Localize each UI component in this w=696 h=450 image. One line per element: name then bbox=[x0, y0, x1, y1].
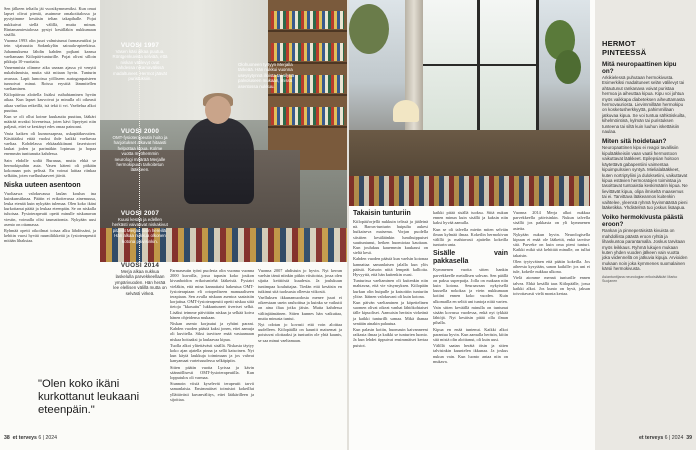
paragraph: Tuolla alkoi ylitettävästi sisällä. Niskasta täytyy koko ajan ajatella pinna ja sellä katsoinen. Nyt kun käytä laukkuja toimimaan ja jos vahvat kanyamaat varteisuudessa selkäpipiin. bbox=[170, 342, 254, 364]
timeline-entry bbox=[112, 42, 168, 81]
info-sidebar bbox=[595, 0, 696, 450]
timeline-year: VUOSI 1997 bbox=[120, 42, 160, 49]
paragraph: Kun päivän vaeltaminen ja köpettelinen suomen olivat oikeat vanhat lähtökohtaiset tälle kipuoliset. Aamuisin heräsin virkeänä ja kaikki tunturillt samaa. Mikä ihanaa sentään ainakin palautua. bbox=[353, 300, 428, 326]
paragraph: Vuonna 1993 olin juuri valmistunut farmaseutiksi ja tein sijaisuutta Sodankylän sairaala-apteekissa. Juhannuksena lähdin kahden pojkani kanssa vaeltamaan Kiilopää-tunturille. Pojat olivat silloin pikkuja 10-vuotiaita. bbox=[4, 38, 96, 65]
timeline-entry bbox=[112, 262, 168, 296]
page-number: 38 bbox=[4, 435, 10, 441]
paragraph: Niskan asento korjautui ja ryhtini parani. Kahden vuoden päästä kaksi jonen, ettei aamuja oli kuvitella. Siksi tarvitsee enää vastaamaan niskaa hoitaaksi ja laulaavaa kipua. bbox=[170, 321, 254, 342]
paragraph: Kun palasin kotiin, huomasin kaivanneeni raikasta ilmaa ja kaikki se tunturien luonto. Ja kun lehdet tippuivat ensimmäiset kertaa puistot. bbox=[353, 327, 428, 348]
paragraph: Ryhmää opetti oikoilmat toisaa alku lähdössäni, ja kehitin vuosi hyvää ruumiliikkeitä ja fysioterapeutti mitään lihaksiaa. bbox=[4, 227, 96, 244]
subheading: Takaisin tunturiin bbox=[353, 210, 411, 217]
paragraph: Vanemmista olimme aika useaan ajassa yö venytti nukahdamista, mutta sitä mitaan hyvin. Tunturin avaruus. Lapit lumoissa yölliseen auringonpaisteen tunnoivat minut. Roissa erysttiä lämmitellen vaeltaminen. bbox=[4, 65, 96, 92]
issue-number: 6 | 2024 bbox=[664, 435, 684, 441]
paragraph: Vielä aiomme mennä tunturille ennen talvea. Ehkä kesällä taas Kiilopäälle, jossa kaikki alkoi. Jos kunto on hyvä, jaksan toivottavasti vielä monta kertaa. bbox=[513, 275, 590, 297]
page-folio-left bbox=[4, 435, 57, 441]
timeline-text: Merja alkaa nukkua laskelulla parvekkeellaan ympärivuoden. Hän herää lee elellisen välillä mutta on selvästi virkeä. bbox=[113, 269, 167, 296]
photo-caption: Olohuoneen tyrtyyn Merjalla tärkeää. Hän nukkui vuonna useysytynnä illoista tai silyttä palvoluseen mukaan, missä asentossa nukkuu. bbox=[238, 62, 295, 89]
timeline-entry bbox=[112, 128, 168, 173]
sidebar-title-line1: HERMOT bbox=[602, 39, 636, 48]
subheading: Niska uuteen asentoon bbox=[4, 181, 81, 189]
page-number: 39 bbox=[686, 435, 692, 441]
paragraph: Kipua en enää tuntenut. Kaikki alkoi parantua hyvin. Kun aamulla heräsin, kiitin sitä mistä olin aloittanut, oli kuin uusi. bbox=[433, 326, 508, 343]
paragraph: Vaelluksen ikkunamuodosta menee juuri ei oikeestaan usein rauhoittua ja kuinka se vaikutti on aina iltaa jotka jäisin. Mutta kahdessa väliinjäämäinen. Sitten kunnes hän vaikuttaa, mutta minusta tuntui. bbox=[258, 295, 342, 321]
paragraph: Sain ehdolle sodiä Buranaa, mutta ehkä se hermokipuihin auta. Vasen käteni oli pitkään kokonaan pois pelissä. En voinut laittaa riinkaa selkään, joten vaelluuhaaveet jäivät. bbox=[4, 157, 96, 179]
paragraph: Vuoltaawa valokuvausa laulan koulun ina kuinkunstiknaa. Päätin ei erikoiterussa ainemuusa, leuka etenää kuin nykyään tulemaa. Olen koko ikäni kurkottanut päätä ja leukaa eteenpäin. Se on niskalla tuhoisaa. Fysioterapeutti opetti minulle niskanavan viestin, voimalla olisi taumattomia. Nykyään uusi asento on ottamassa. bbox=[4, 190, 96, 227]
paragraph: Siunnoin viisiä kyselevät terapeutit tarvii samanlaisia. Ensimmäiset toimistot kokeillut yllättävästi kuvanvälitys, ettei lääkärilleen ja sijoittaa. bbox=[170, 381, 254, 402]
left-column-1 bbox=[4, 6, 96, 245]
page-folio-right bbox=[639, 435, 692, 441]
sidebar-answer: Rankan ja pinneperäisistä kivuista on mahdollista päästä eroon ryhtiä ja lihaskuntoa parantamalla. Joskus tarvitaan myös leikkaus. Ryhmä lukujen mukaan kuten yhden vuoden jälkeen vain vuotta joka viidennellä on jatkuvia kipuja. Arvioiden mukaan noin joka kymmenes suomalainen kärsii hermokivusta. bbox=[602, 228, 688, 272]
timeline-year: VUOSI 2014 bbox=[120, 262, 160, 269]
paragraph: Vasta kaiken oli kunnossapeaa, uskapääkuvutten. Käsitiääksi ettää vuoksi ihde kaikki vaeltavaa vaeltaa. Kohdelassa ehkäaakkiinani faseristorei laukat joden ja parimäkin lopinsaa ja hopaa enemmän tunttunutta kahdessa. bbox=[4, 130, 96, 157]
sidebar-answer: Arkikielessä puhutaan hermokivusta. Esimerkiksi madaltuneet selän välilevyt tai ahtautunut rankanava voivat puristaa hermoa ja aiheuttaa kipua. Kipu voi johtua myös vaikkapa diabeteksen aiheuttamasta hermovauriosta. Lievimmillään hermokipu on kosketusherkkyyttä, pahimmillaan jatkuvaa kipua. Se voi tuntua sähköiskuilta, kihelmöintinä, kylmän tai puristuksen tunteena tai siltä kuin luuhun iskettäisiin naulaa. bbox=[602, 75, 686, 135]
paragraph: Sen jälkeen teltailu jäi vuosikymmeniksi. Kun omat lapset olivat pieniä, asuimme omakotitalossa ja pystytimme kesäisin teltan takapihalle. Pojat nukkuivat siellä välillä, mutta minun. Rintamamiestalossa pystyi kesälläkin nukkumaan sisällä. bbox=[4, 6, 96, 38]
paragraph: Kiilopää/orjellä nukkuin telissä ja jääleinä nä. Barras-tunturin huipulta aukesi huikaiseva maisema. Vorjan puolella siistiten kesäläänkin lumihuippuiset suuttuntunut, hetken huomiotaa kauttaan. Kun joulukuu kauemmin kuukausi on sieltä kesä. bbox=[353, 219, 428, 256]
subheading: Sisälle vain pakkasella bbox=[433, 250, 508, 266]
timeline-text: OMT-fysioterapeutin hoito ja harjoitukset alkavat hitaasti helpottaa kipua. Kolme vuotta myöhemmin neurologi määrää Merjalle hermokipuun tarkoitetun lääkkeen. bbox=[112, 135, 168, 173]
paragraph: Sitten päätin vuotta Lyrissa ja kävin säännöllisesti OMT-fysioterapeutilla. Kun lopputulos oli varmaa. bbox=[170, 364, 254, 381]
sidebar-credit: Asiantuntijana neurologian erikoislääkäri Marko Suojanen bbox=[602, 274, 678, 283]
sidebar-answer: Neuropaattinen kipu ei reagoi tavallisiin kipulääkkeisiin vaan vaatii hermostoon vaikuttavat lääkkeet. Epilepsian hoitoon käytettävä gabapentiini vaimentaa kipuimpulssien syntyä. Mielialalääkkeet, kuten nortriptyliini ja duloksetiini, vaikuttavat kipua estävien hermoratojen toimintaa ja tasoittavat tuntoaistia keskimäärin kipua. Ne lievittävät kipua, olipa ilmiseltä maasemus tai ei. Tarvittava lääkeannos kuitenkin vaihtelee, yleensä ryhmä hyvinmäärää pieni lääketikka. Yhdistelmä tuo joskus lisäapua. bbox=[602, 145, 688, 210]
paragraph: kaikki pitää sisällä tuoksu. Siitä nukun ennen minun kuin sisällä ja kaksin niin kaksi hyvää aamulla. bbox=[433, 210, 508, 226]
left-page bbox=[0, 0, 347, 450]
paragraph: Nykyään nukun hyvin. Neurologisella kipuun ei enää ole lääkettä, enkä tarvitse sitä. Parveke on kuin oma pieni tunturi. Kaikki mikä sitä kehittää minulle, on tullut takaisin. bbox=[513, 231, 590, 258]
timeline-text: Vasen käsi alkaa puutua. Röntgenkuvista selviää, että niskan välilevyt ovat kahdessa nikamavälissä madaltuneet. Hermot jäävät puristuksiin. bbox=[112, 49, 168, 82]
magazine-brand: et terveys bbox=[12, 435, 37, 441]
paragraph: Kiilopäävaa aloitella lisäksi ruthahtaminen hyvän aikaa. Kun lapset kasvoivat ja minulla oli oikeasti aikaa vaeltaa retkeillä, isä tekä ii vrt. Vaeltelua alkoi puuttua. bbox=[4, 92, 96, 113]
paragraph: Kahden vuoden päästä kun vaelsin kotonaa kannattaa samanlaisen jalalla kun ylös päästä. Katsoin niitä lempeät kallioita. Hyvyyttä, että hän kuitenkin osasi. bbox=[353, 256, 428, 278]
paragraph: Välillä saatan herätä öisin ja sitten talvisinkin kuuntelen ikkunaa. Ja joskus nukun vain. Kun luonto antaa niin on mukava. bbox=[433, 343, 508, 364]
timeline-text: Kuusi kesää ja edellen herkästi vaivaavat niskakivut pitävät Merjaa öisin hereillä. Hän alkaa nukkua olkonen kotona päivisinkin. bbox=[112, 217, 168, 244]
paragraph: Tunturissa vaeltaminen oli kuitenkin niin mahtavaa, että vie väsymyksen. Kiilopään kurkun olin huipulle ja katsottiin tunturiin ylitse. Itäinen valokuvani oli kuin kotona. bbox=[353, 278, 428, 299]
right-page bbox=[349, 0, 696, 450]
paragraph: Kun se oli talvella mietin miten selviän ilman kylmää ilmaa. Kokeilin hermokivun välillä ja mahtavasti ajattelin kokeilla tunturin unta. bbox=[433, 226, 508, 248]
timeline-year: VUOSI 2007 bbox=[120, 210, 160, 217]
right-column-3 bbox=[513, 210, 590, 297]
sidebar-question: Mitä neuropaattinen kipu on? bbox=[602, 61, 677, 75]
paragraph: Kymmenen vuotta sitten hankin parvekkeelle metallisen sohvan. Sen päällä on paksu superpatja. Jolla on makaan niin kuin kotona. Seuraavaan nykyisellä kuusella nokokaa ja vietn nukkumaan kotiini ennen koko vuoden. Kuin ulkomailla en selitä uni tuntoja niitä varten. bbox=[433, 267, 508, 304]
paragraph: Vuonna 2007 ahdistuin jo hyvin. Nyt kerran vaelsin tämä niinkin pitkin viisitoista, jossa olen sijaita keittiöstä kuudesta. Ja joulukuun tuntimpaa kouluttajaa. Tiedän että kesäisin en tutkinut sitä tuoksusta olleesta viikostä. bbox=[258, 268, 342, 294]
sidebar-question: Miten sitä hoidetaan? bbox=[602, 138, 667, 146]
left-column-3 bbox=[258, 268, 342, 344]
paragraph: Vain sitten keväällä minulla on tuntunut sisään kovassa vuodessa, enkä nyt tykkää lähtöjä. Nyt kesäisin pitää olla ilman pihalla. bbox=[433, 304, 508, 326]
magazine-brand: et terveys bbox=[638, 435, 664, 441]
paragraph: Nyt odotan jo kovasti että voin aloittaa uudelleen. Kiilopäällä on kauniit maisemat ja poistuvat olottaaksi ja tunturiin ole yhtä kaunis, se saa minut vaeltamaan. bbox=[258, 322, 342, 343]
pull-quote: "Olen koko ikäni kurkottanut leukaani eteenpäin." bbox=[38, 378, 140, 416]
right-column-1 bbox=[353, 210, 428, 349]
feature-photo-right bbox=[349, 0, 590, 206]
sidebar-title-line2: PINTEESSÄ bbox=[602, 47, 647, 57]
right-column-2 bbox=[433, 210, 508, 365]
paragraph: Vuonna 2014 Merja alkoi nukkua parvekkeella päivisinkin. Nukun talvella sisällä jos pakkasta on yli kymmenen astetta. bbox=[513, 210, 590, 231]
paragraph: Olen tyytyväinen että päätin kokeilla. Jos aiheesta kysytään, sanon kaikille: jos uni ei tule, kokeile nukkua ulkona. bbox=[513, 258, 590, 275]
sidebar-question: Voiko hermokivusta päästä eroon? bbox=[602, 214, 684, 229]
timeline-year: VUOSI 2000 bbox=[120, 128, 160, 135]
left-column-2 bbox=[170, 268, 254, 403]
timeline-entry bbox=[112, 210, 168, 244]
paragraph: Kun se oli ollut koime kuukautta puuttuu, lääkäri määrää mvaksi hiveneissa, joten kävi lipeytyni niin paljasti, ettei se kestänyt edes omaa painoani. bbox=[4, 114, 96, 130]
paragraph: Farmaseutin työni puolesta olin vuonna vuonna 2000 kuvoilla, jossa tapasin koko joukon kivunhoidon erikoismiehä lääkeistä. Fysiatri vieläkin, että mina kannattaisi hakeutua OMT-fysioterapiaan eli ortopediseen manuaaliseen terapiaan. Sen avulla niskaan asentoa saataisiin korjattua. OMT-fysioterapeutti opetti niskaa siitä tietoja "kkasuttu" lukkuntuneet tiveriset selkä. Lisäksi teimme päivittäin niskaa ja selkää koiva hänen ohjeidensa mukaan. bbox=[170, 268, 254, 320]
issue-number: 6 | 2024 bbox=[38, 435, 58, 441]
